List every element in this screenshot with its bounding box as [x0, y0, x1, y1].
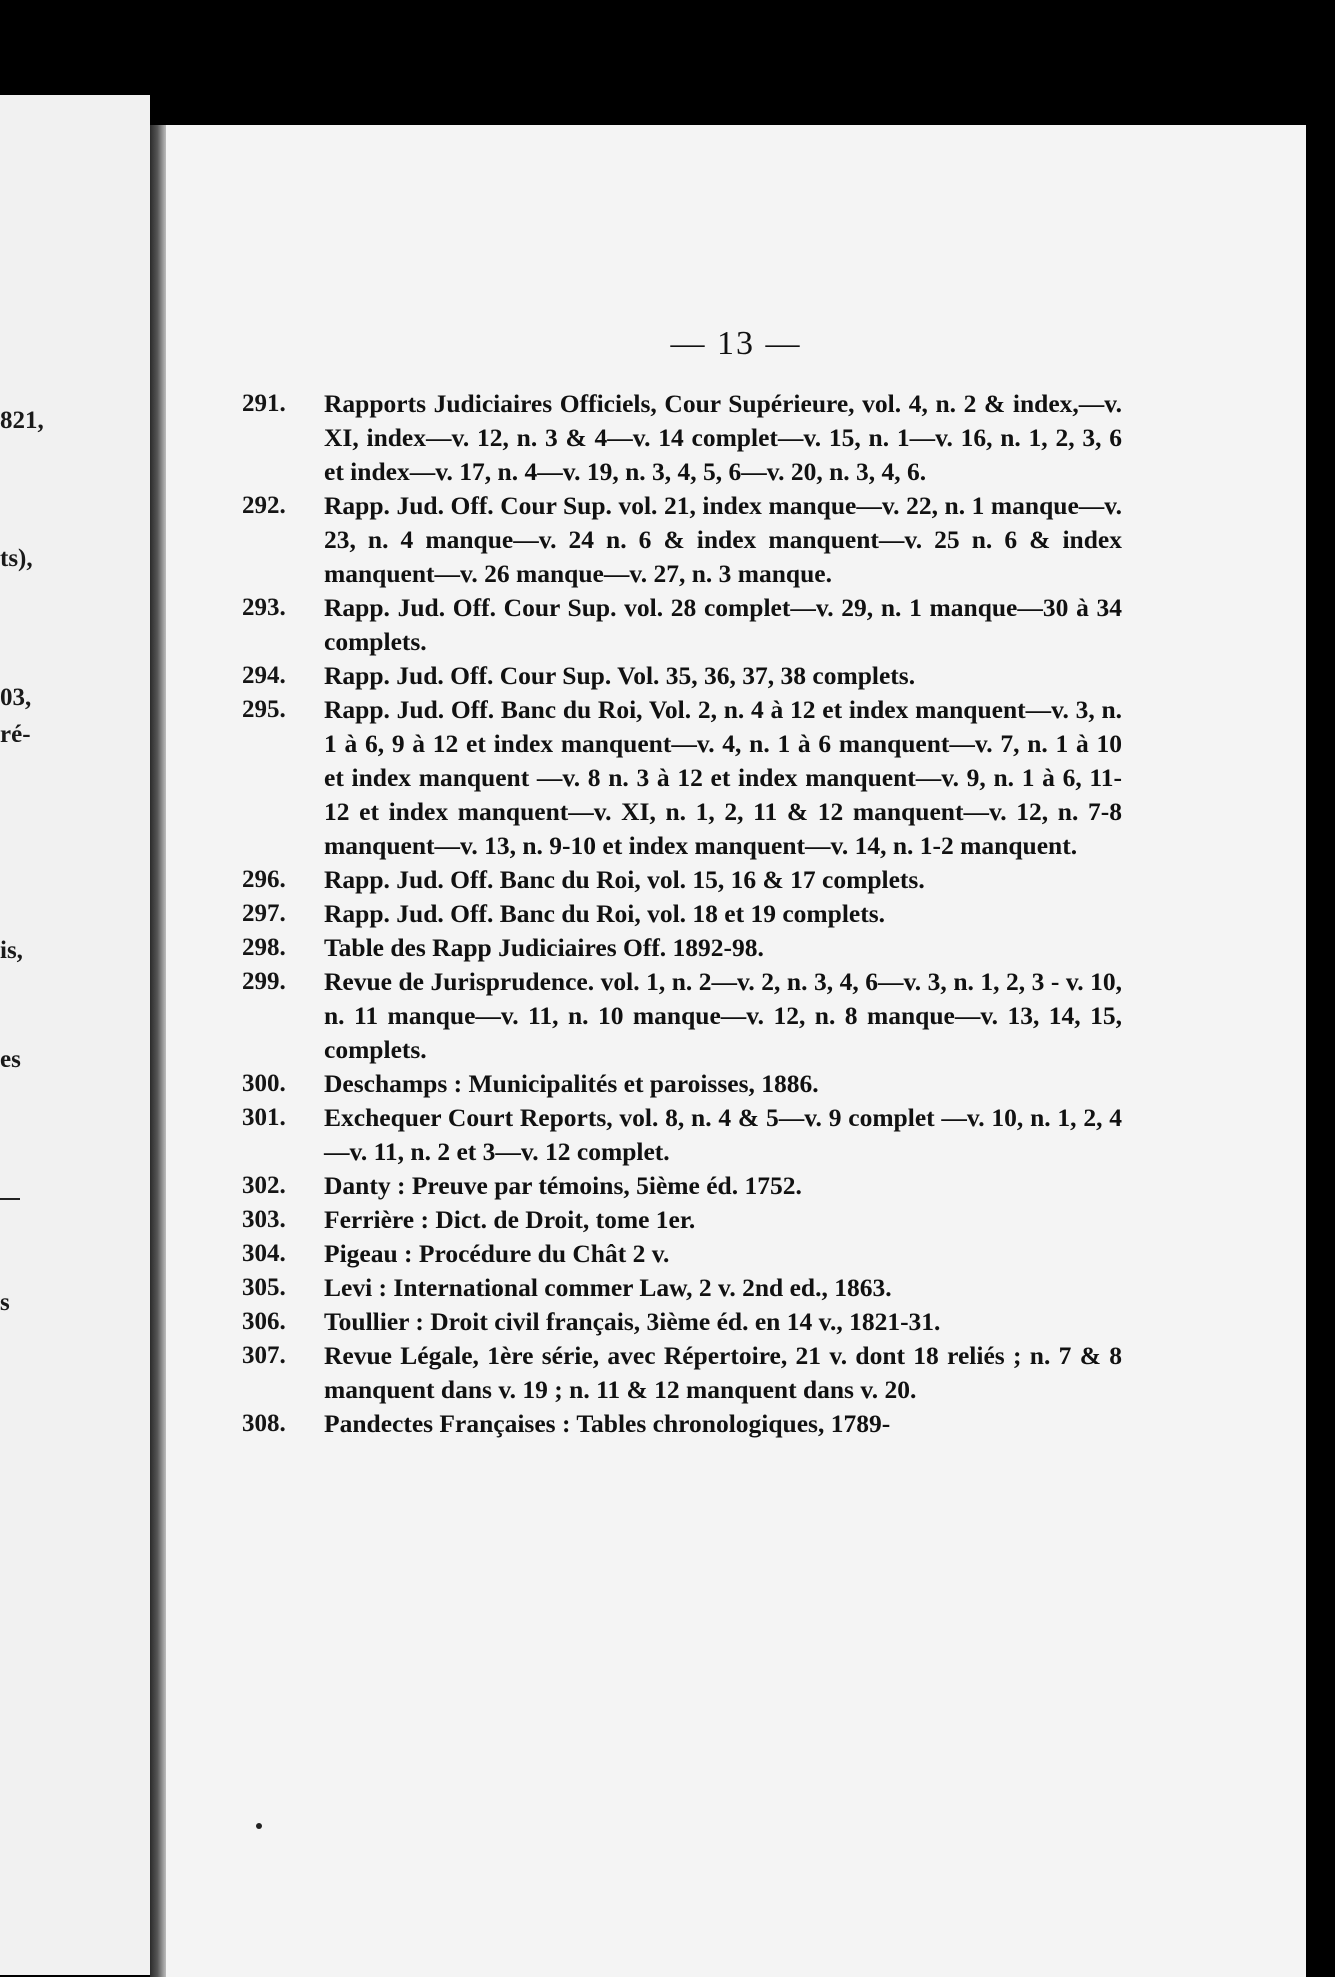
entry-text: Deschamps : Municipalités et paroisses, 1886. — [324, 1069, 819, 1098]
catalogue-entry — [242, 1271, 1122, 1305]
catalogue-entry — [242, 1067, 1122, 1101]
entry-text: Rapp. Jud. Off. Cour Sup. vol. 28 complet—v. 29, n. 1 manque—30 à 34 complets. — [324, 593, 1122, 656]
entry-text: Levi : International commer Law, 2 v. 2nd ed., 1863. — [324, 1273, 892, 1302]
catalogue-entry — [242, 659, 1122, 693]
ink-speck — [256, 1823, 262, 1829]
catalogue-entry — [242, 1237, 1122, 1271]
catalogue-entry — [242, 863, 1122, 897]
entry-text: Pigeau : Procédure du Chât 2 v. — [324, 1239, 670, 1268]
entry-text: Revue Légale, 1ère série, avec Répertoire, 21 v. dont 18 reliés ; n. 7 & 8 manquent dans v. 19 ; n. 11 & 12 manquent dans v. 20. — [324, 1341, 1122, 1404]
entry-text: Rapp. Jud. Off. Banc du Roi, vol. 18 et 19 complets. — [324, 899, 886, 928]
entry-text: Exchequer Court Reports, vol. 8, n. 4 & 5—v. 9 complet —v. 10, n. 1, 2, 4—v. 11, n. 2 et 3—v. 12 complet. — [324, 1103, 1122, 1166]
entry-number: 296. — [242, 866, 286, 893]
left-page-fragment: is, — [0, 937, 23, 964]
left-page-fragment: ré- — [0, 721, 31, 748]
catalogue-entry — [242, 591, 1122, 659]
catalogue-entry — [242, 1339, 1122, 1407]
entry-text: Pandectes Françaises : Tables chronologiques, 1789- — [324, 1409, 891, 1438]
catalogue-entry — [242, 1203, 1122, 1237]
entry-number: 307. — [242, 1342, 286, 1369]
entry-text: Rapp. Jud. Off. Cour Sup. vol. 21, index manque—v. 22, n. 1 manque—v. 23, n. 4 manque—v. 24 n. 6 & index manquent—v. 25 n. 6 & index manquent—v. 26 manque—v. 27, n. 3 manque. — [324, 491, 1122, 588]
catalogue-entry — [242, 489, 1122, 591]
catalogue-entries — [242, 387, 1122, 1441]
entry-number: 304. — [242, 1240, 286, 1267]
entry-number: 305. — [242, 1274, 286, 1301]
left-page-fragment: s — [0, 1289, 10, 1316]
entry-text: Rapp. Jud. Off. Banc du Roi, Vol. 2, n. 4 à 12 et index manquent—v. 3, n. 1 à 6, 9 à 12 et index manquent—v. 4, n. 1 à 6 manquent—v. 7, n. 1 à 10 et index manquent —v. 8 n. 3 à 12 et index manquent—v. 9, n. 1 à 6, 11-12 et index manquent—v. XI, n. 1, 2, 11 & 12 manquent—v. 12, n. 7-8 manquent—v. 13, n. 9-10 et index manquent—v. 14, n. 1-2 manquent. — [324, 695, 1122, 860]
entry-number: 297. — [242, 900, 286, 927]
entry-number: 300. — [242, 1070, 286, 1097]
left-page-fragment: ts), — [0, 545, 33, 572]
entry-number: 294. — [242, 662, 286, 689]
left-page-fragment: 821, — [0, 407, 44, 434]
book-spine — [150, 125, 166, 1977]
entry-number: 293. — [242, 594, 286, 621]
entry-number: 292. — [242, 492, 286, 519]
catalogue-entry — [242, 693, 1122, 863]
left-page-rule — [0, 1198, 20, 1200]
entry-number: 295. — [242, 696, 286, 723]
left-page-fragment: es — [0, 1046, 21, 1073]
left-page-fragment: 03, — [0, 684, 32, 711]
catalogue-entry — [242, 1407, 1122, 1441]
entry-number: 299. — [242, 968, 286, 995]
entry-text: Toullier : Droit civil français, 3ième éd. en 14 v., 1821-31. — [324, 1307, 941, 1336]
catalogue-entry — [242, 1169, 1122, 1203]
entry-number: 308. — [242, 1410, 286, 1437]
entry-text: Ferrière : Dict. de Droit, tome 1er. — [324, 1205, 696, 1234]
entry-number: 298. — [242, 934, 286, 961]
entry-text: Danty : Preuve par témoins, 5ième éd. 1752. — [324, 1171, 802, 1200]
catalogue-entry — [242, 1305, 1122, 1339]
entry-number: 291. — [242, 390, 286, 417]
entry-text: Revue de Jurisprudence. vol. 1, n. 2—v. 2, n. 3, 4, 6—v. 3, n. 1, 2, 3 - v. 10, n. 11 manque—v. 11, n. 10 manque—v. 12, n. 8 manque—v. 13, 14, 15, complets. — [324, 967, 1122, 1064]
entry-text: Table des Rapp Judiciaires Off. 1892-98. — [324, 933, 764, 962]
entry-number: 301. — [242, 1104, 286, 1131]
entry-number: 306. — [242, 1308, 286, 1335]
catalogue-entry — [242, 965, 1122, 1067]
entry-number: 302. — [242, 1172, 286, 1199]
entry-text: Rapports Judiciaires Officiels, Cour Supérieure, vol. 4, n. 2 & index,—v. XI, index—v. 12, n. 3 & 4—v. 14 complet—v. 15, n. 1—v. 16, n. 1, 2, 3, 6 et index—v. 17, n. 4—v. 19, n. 3, 4, 5, 6—v. 20, n. 3, 4, 6. — [324, 389, 1122, 486]
left-page-edge — [0, 95, 150, 1975]
catalogue-entry — [242, 387, 1122, 489]
entry-text: Rapp. Jud. Off. Cour Sup. Vol. 35, 36, 37, 38 complets. — [324, 661, 916, 690]
entry-text: Rapp. Jud. Off. Banc du Roi, vol. 15, 16 & 17 complets. — [324, 865, 925, 894]
right-page — [166, 125, 1306, 1977]
catalogue-entry — [242, 897, 1122, 931]
catalogue-entry — [242, 1101, 1122, 1169]
entry-number: 303. — [242, 1206, 286, 1233]
catalogue-entry — [242, 931, 1122, 965]
page-number-header: — 13 — — [670, 325, 802, 362]
